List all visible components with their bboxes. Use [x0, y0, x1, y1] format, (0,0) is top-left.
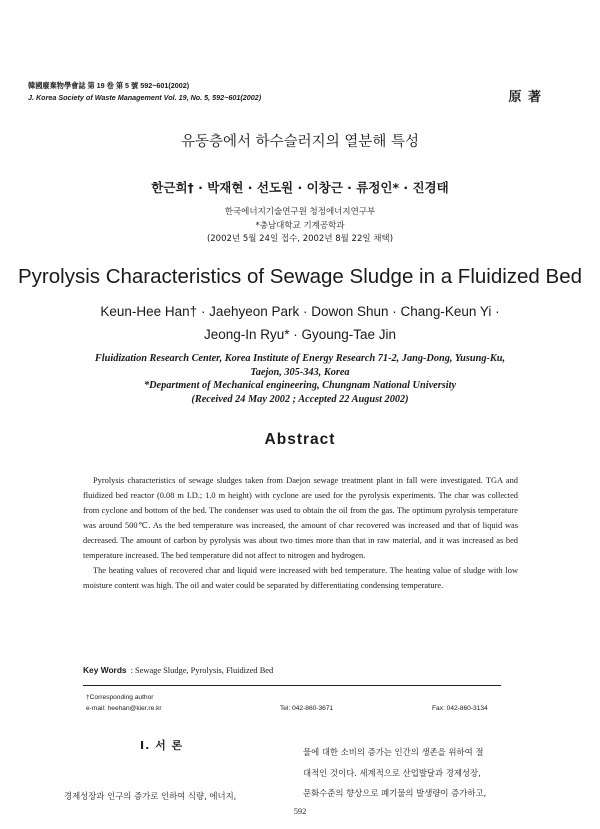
keywords-label: Key Words: [83, 665, 127, 675]
corresponding-author-note: †Corresponding author: [86, 694, 154, 701]
affiliation-line: Taejon, 305-343, Korea: [250, 366, 350, 378]
affiliation-line: 한국에너지기술연구원 청정에너지연구부: [224, 207, 376, 217]
footnote-divider: [83, 685, 501, 686]
body-line: 문화수준의 향상으로 폐기물의 발생량이 증가하고,: [303, 788, 487, 798]
authors-line: Keun-Hee Han† · Jaehyeon Park · Dowon Shun · Chang-Keun Yi ·: [100, 304, 500, 319]
received-dates-ko: (2002년 5월 24일 접수, 2002년 8월 22일 채택): [206, 234, 394, 244]
journal-citation-en: J. Korea Society of Waste Management Vol. 19, No. 5, 592~601(2002): [28, 93, 262, 102]
affiliation-line: Fluidization Research Center, Korea Institute of Energy Research 71-2, Jang-Dong, Yusung-Ku,: [94, 353, 506, 364]
title-korean: 유동층에서 하수슬러지의 열분해 특성: [181, 134, 419, 150]
body-line: 물에 대한 소비의 증가는 인간의 생존을 위하여 절: [303, 747, 484, 757]
authors-line: Jeong-In Ryu* · Gyoung-Tae Jin: [203, 327, 397, 342]
affiliation-korean: [0, 206, 600, 247]
keywords-text: : Sewage Sludge, Pyrolysis, Fluidized Bed: [130, 666, 274, 675]
telephone-number: Tel: 042-860-3671: [280, 705, 334, 712]
keywords: [83, 665, 273, 675]
authors-english: [0, 300, 600, 346]
abstract-heading: Abstract: [264, 431, 336, 448]
section-heading-introduction: Ⅰ. 서 론: [140, 739, 184, 752]
fax-number: Fax: 042-860-3134: [432, 705, 488, 712]
body-line: 대적인 것이다. 세계적으로 산업발달과 경제성장,: [303, 767, 481, 778]
abstract-paragraph: Pyrolysis characteristics of sewage sludges taken from Daejon sewage treatment plant in fall were investigated. TGA and fluidized bed reactor (0.08 m I.D.; 1.0 m height) with cyclone are used for the pyrolysis experiments. The char was collected from cyclone and bottom of the bed. The condenser was used to obtain the oil from the gas. The optimum pyrolysis temperature was around 500℃. As the bed temperature was increased, the amount of char recovered was increased and that of liquid was decreased. The amount of carbon by pyrolysis was about two times more than that in raw material, and it was increased as bed temperature increased. The bed temperature did not affect to nitrogen and hydrogen.: [83, 476, 518, 560]
authors-korean: 한근희† · 박재현 · 선도원 · 이창근 · 류정인* · 진경태: [151, 180, 449, 195]
article-type-label: 原 著: [508, 90, 542, 105]
email-address: e-mail: heehan@kier.re.kr: [86, 705, 162, 712]
affiliation-english: [0, 352, 600, 406]
footnote-contact: [86, 692, 162, 714]
abstract-body: [83, 473, 518, 593]
title-english: Pyrolysis Characteristics of Sewage Sludge in a Fluidized Bed: [17, 265, 583, 288]
body-text-left-column: 경제성장과 인구의 증가로 인하여 식량, 에너지,: [64, 791, 237, 801]
abstract-paragraph: The heating values of recovered char and liquid were increased with bed temperature. The heating value of sludge with low moisture content was high. The oil and water could be separated by differentiating condensing temperature.: [83, 566, 518, 590]
received-dates-en: (Received 24 May 2002 ; Accepted 22 August 2002): [191, 393, 409, 405]
journal-citation-ko: 韓國廢棄物學會誌 第 19 卷 第 5 號 592~601(2002): [28, 81, 190, 90]
page-number: 592: [293, 807, 307, 816]
body-text-right-column: [303, 742, 540, 804]
affiliation-line: *충남대학교 기계공학과: [255, 220, 345, 231]
affiliation-line: *Department of Mechanical engineering, Chungnam National University: [143, 380, 457, 391]
journal-header: [28, 80, 261, 104]
